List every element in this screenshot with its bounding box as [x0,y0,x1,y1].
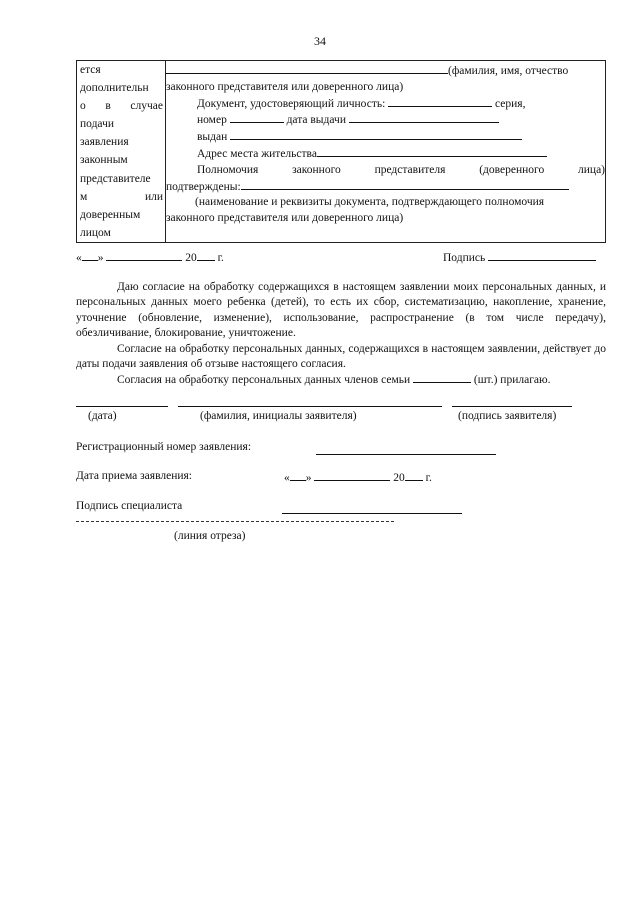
cut-line-label: (линия отреза) [174,530,246,542]
cut-line [76,521,394,522]
powers-row: Полномочия законного представителя (доверенного лица) [197,163,605,176]
left-column-line: лицом [80,226,111,239]
left-column-word: о [80,100,86,113]
month-blank[interactable] [106,250,182,261]
date-caption: (дата) [88,410,117,422]
left-column-line: подачи [80,118,115,131]
issued-blank[interactable] [230,129,522,140]
identity-doc-blank[interactable] [388,96,492,107]
left-column-line [77,97,165,115]
specialist-label: Подпись специалиста [76,500,183,512]
fio-row: (фамилия, имя, отчество [166,63,605,80]
left-column-line: законным [80,154,128,167]
consent-paragraph: Даю согласие на обработку содержащихся в настоящем заявлении моих персональных данных, и персональных данных моего ребенка (детей), то есть их сбор, систематизацию, накопление, хранение, уточнение (обновление, изменение), использование, распространение (в том числе передачу), обезличивание, блокирование, уничтожение. [76,281,606,340]
identity-doc-row: Документ, удостоверяющий личность: серия, [197,97,526,110]
table-right-column [166,61,606,243]
signature-blank[interactable] [488,250,596,261]
name-signature-line[interactable] [178,406,442,407]
left-column-line: заявления [80,136,129,149]
date-row: « » 20 г. [76,252,224,264]
doc-name-caption-2: законного представителя или доверенного лица) [166,212,404,225]
year-blank[interactable] [197,250,215,261]
address-row: Адрес места жительства [166,146,605,163]
specialist-signature-line[interactable] [282,513,462,514]
fio-blank[interactable] [166,63,448,74]
applicant-signature-line[interactable] [452,406,572,407]
table-left-column [77,61,166,243]
confirmed-blank[interactable] [241,179,569,190]
reception-month-blank[interactable] [314,470,390,481]
registration-number-line[interactable] [316,454,496,455]
left-column-line: представителе [80,172,151,185]
left-column-line: м или [80,190,163,203]
left-column-line: доверенным [80,208,141,221]
issue-date-blank[interactable] [349,112,499,123]
representative-caption: законного представителя или доверенного лица) [166,80,404,93]
left-column-word: в [105,100,111,113]
registration-label: Регистрационный номер заявления: [76,441,252,453]
left-column-line: дополнительн [80,82,149,95]
reception-label: Дата приема заявления: [76,470,192,482]
left-column-line: ется [80,64,101,76]
reception-date: « » 20 г. [284,472,432,484]
applicant-representative-table [76,60,606,243]
family-consent-paragraph: Согласия на обработку персональных данных членов семьи (шт.) прилагаю. [117,374,551,387]
page-number: 34 [314,34,326,48]
issued-row: выдан [166,129,605,146]
address-blank[interactable] [317,146,547,157]
family-count-blank[interactable] [413,372,471,383]
consent-text [76,280,606,389]
number-blank[interactable] [230,112,284,123]
reception-day-blank[interactable] [290,470,306,481]
consent-paragraph: Согласие на обработку персональных данных, содержащихся в настоящем заявлении, действует до даты подачи заявления об отзыве настоящего согласия. [76,342,606,371]
date-signature-line[interactable] [76,406,168,407]
doc-name-caption: (наименование и реквизиты документа, подтверждающего полномочия [195,196,545,209]
sign-caption: (подпись заявителя) [458,410,557,422]
day-blank[interactable] [82,250,98,261]
left-column-word: случае [130,100,163,113]
reception-year-blank[interactable] [405,470,423,481]
confirmed-row: подтверждены: [166,179,605,196]
name-caption: (фамилия, инициалы заявителя) [200,410,357,422]
number-row: номер дата выдачи [166,112,605,129]
signature-row: Подпись [443,250,596,264]
